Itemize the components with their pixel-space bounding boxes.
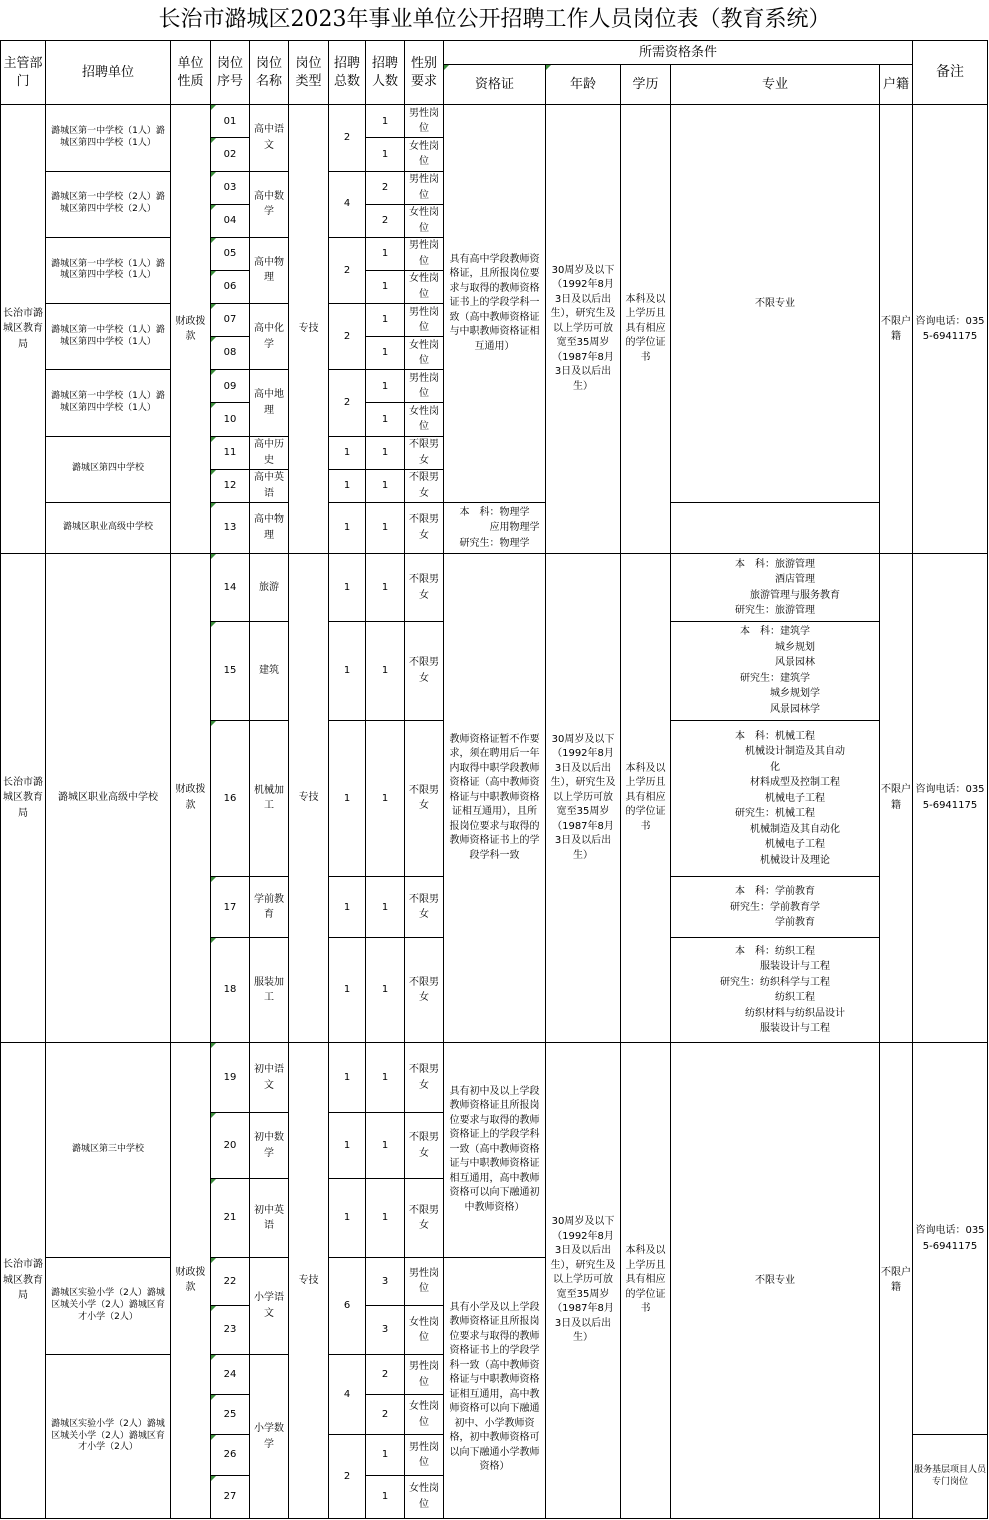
seq-cell: 15 [211, 622, 250, 720]
total-cell: 1 [329, 1113, 366, 1179]
count-cell: 1 [366, 720, 405, 877]
unit-cell: 潞城区第一中学校（1人）潞城区第四中学校（1人） [46, 105, 171, 171]
count-cell: 1 [366, 1179, 405, 1257]
major-cell: 本 科：纺织工程 服装设计与工程 研究生：纺织科学与工程 纺织工程 纺织材料与纺织品设计 服装设计与工程 [671, 938, 880, 1042]
count-cell: 1 [366, 469, 405, 502]
nature-cell: 财政拨款 [171, 553, 211, 1042]
count-cell: 1 [366, 270, 405, 303]
total-cell: 2 [329, 304, 366, 370]
edu-cell: 本科及以上学历且具有相应的学位证书 [621, 105, 671, 554]
gender-cell: 男性岗位 [405, 1257, 444, 1305]
gender-cell: 不限男女 [405, 469, 444, 502]
unit-cell: 潞城区第一中学校（1人）潞城区第四中学校（1人） [46, 237, 171, 303]
gender-cell: 女性岗位 [405, 403, 444, 436]
seq-cell: 01 [211, 105, 250, 138]
gender-cell: 不限男女 [405, 938, 444, 1042]
cert-cell: 具有高中学段教师资格证，且所报岗位要求与取得的教师资格证书上的学段学科一致（高中教师资格证与中职教师资格证相互通用） [444, 105, 546, 503]
hukou-cell: 不限户籍 [880, 105, 913, 554]
table-row [1, 1042, 988, 1112]
total-cell: 1 [329, 1042, 366, 1112]
seq-cell: 13 [211, 502, 250, 553]
gender-cell: 不限男女 [405, 877, 444, 938]
col-hukou-header: 户籍 [880, 65, 913, 105]
age-cell: 30周岁及以下（1992年8月3日及以后出生），研究生及以上学历可放宽至35周岁（1987年8月3日及以后出生） [546, 1042, 621, 1518]
total-cell: 2 [329, 1435, 366, 1519]
seq-cell: 08 [211, 337, 250, 370]
gender-cell: 不限男女 [405, 720, 444, 877]
major-cell: 本 科：学前教育 研究生：学前教育学 学前教育 [671, 877, 880, 938]
count-cell: 2 [366, 1395, 405, 1435]
major-cell: 本 科：旅游管理 酒店管理 旅游管理与服务教育 研究生：旅游管理 [671, 553, 880, 621]
post-name-cell: 高中物理 [250, 502, 289, 553]
total-cell: 6 [329, 1257, 366, 1354]
gender-cell: 女性岗位 [405, 270, 444, 303]
cert-cell: 具有小学及以上学段教师资格证且所报岗位要求与取得的教师资格证书上的学段学科一致（高中教师资格证与中职教师资格证相互通用，高中教师资格可以向下融通初中、小学教师资格，初中教师资格可以向下融通小学教师资格） [444, 1257, 546, 1518]
post-name-cell: 高中历史 [250, 436, 289, 469]
note-cell: 咨询电话：0355-6941175 [913, 553, 988, 1042]
seq-cell: 11 [211, 436, 250, 469]
col-count-header: 招聘人数 [366, 41, 405, 105]
count-cell: 1 [366, 1113, 405, 1179]
post-name-cell: 初中语文 [250, 1042, 289, 1112]
seq-cell: 17 [211, 877, 250, 938]
seq-cell: 12 [211, 469, 250, 502]
seq-cell: 20 [211, 1113, 250, 1179]
gender-cell: 女性岗位 [405, 337, 444, 370]
seq-cell: 18 [211, 938, 250, 1042]
post-name-cell: 高中化学 [250, 304, 289, 370]
count-cell: 1 [366, 138, 405, 171]
gender-cell: 不限男女 [405, 436, 444, 469]
gender-cell: 男性岗位 [405, 1355, 444, 1395]
col-qualifications-header: 所需资格条件 [444, 41, 913, 65]
type-cell: 专技 [289, 105, 329, 554]
post-name-cell: 高中英语 [250, 469, 289, 502]
count-cell: 1 [366, 553, 405, 621]
count-cell: 2 [366, 171, 405, 204]
gender-cell: 不限男女 [405, 1113, 444, 1179]
unit-cell: 潞城区第三中学校 [46, 1042, 171, 1257]
hukou-cell: 不限户籍 [880, 1042, 913, 1518]
major-cell: 本 科：建筑学 城乡规划 风景园林 研究生：建筑学 城乡规划学 风景园林学 [671, 622, 880, 720]
count-cell: 1 [366, 237, 405, 270]
gender-cell: 男性岗位 [405, 171, 444, 204]
note-cell: 服务基层项目人员专门岗位 [913, 1435, 988, 1519]
seq-cell: 04 [211, 204, 250, 237]
post-name-cell: 旅游 [250, 553, 289, 621]
count-cell: 1 [366, 622, 405, 720]
post-name-cell: 高中地理 [250, 370, 289, 436]
seq-cell: 22 [211, 1257, 250, 1305]
age-cell: 30周岁及以下（1992年8月3日及以后出生），研究生及以上学历可放宽至35周岁（1987年8月3日及以后出生） [546, 553, 621, 1042]
count-cell: 3 [366, 1305, 405, 1354]
seq-cell: 06 [211, 270, 250, 303]
cert-cell: 教师资格证暂不作要求，须在聘用后一年内取得中职学段教师资格证（高中教师资格证与中职教师资格证相互通用），且所报岗位要求与取得的教师资格证书上的学段学科一致 [444, 553, 546, 1042]
total-cell: 2 [329, 105, 366, 171]
cert-cell: 具有初中及以上学段教师资格证且所报岗位要求与取得的教师资格证上的学段学科一致（高中教师资格证与中职教师资格证相互通用，高中教师资格可以向下融通初中教师资格） [444, 1042, 546, 1257]
col-seq-header: 岗位序号 [211, 41, 250, 105]
total-cell: 1 [329, 469, 366, 502]
gender-cell: 不限男女 [405, 1042, 444, 1112]
nature-cell: 财政拨款 [171, 1042, 211, 1518]
col-dept-header: 主管部门 [1, 41, 46, 105]
total-cell: 4 [329, 1355, 366, 1435]
major-cell: 不限专业 [671, 105, 880, 503]
col-age-header: 年龄 [546, 65, 621, 105]
col-major-header: 专业 [671, 65, 880, 105]
count-cell: 1 [366, 370, 405, 403]
post-name-cell: 高中数学 [250, 171, 289, 237]
gender-cell: 男性岗位 [405, 105, 444, 138]
count-cell: 2 [366, 1355, 405, 1395]
total-cell: 1 [329, 938, 366, 1042]
seq-cell: 09 [211, 370, 250, 403]
gender-cell: 男性岗位 [405, 1435, 444, 1475]
edu-cell: 本科及以上学历且具有相应的学位证书 [621, 553, 671, 1042]
col-total-header: 招聘总数 [329, 41, 366, 105]
count-cell: 1 [366, 502, 405, 553]
seq-cell: 27 [211, 1475, 250, 1518]
post-name-cell: 学前教育 [250, 877, 289, 938]
seq-cell: 02 [211, 138, 250, 171]
unit-cell: 潞城区第一中学校（1人）潞城区第四中学校（1人） [46, 304, 171, 370]
count-cell: 1 [366, 304, 405, 337]
post-name-cell: 初中英语 [250, 1179, 289, 1257]
gender-cell: 女性岗位 [405, 1475, 444, 1518]
gender-cell: 女性岗位 [405, 1395, 444, 1435]
seq-cell: 16 [211, 720, 250, 877]
gender-cell: 女性岗位 [405, 1305, 444, 1354]
total-cell: 2 [329, 370, 366, 436]
nature-cell: 财政拨款 [171, 105, 211, 554]
col-unit-header: 招聘单位 [46, 41, 171, 105]
major-cell: 不限专业 [671, 1042, 880, 1518]
post-name-cell: 服装加工 [250, 938, 289, 1042]
col-name-header: 岗位名称 [250, 41, 289, 105]
post-name-cell: 机械加工 [250, 720, 289, 877]
note-cell: 咨询电话：0355-6941175 [913, 105, 988, 554]
col-cert-header: 资格证 [444, 65, 546, 105]
table-row [1, 502, 988, 553]
total-cell: 1 [329, 553, 366, 621]
unit-cell: 潞城区实验小学（2人）潞城区城关小学（2人）潞城区育才小学（2人） [46, 1257, 171, 1354]
col-note-header: 备注 [913, 41, 988, 105]
dept-cell: 长治市潞城区教育局 [1, 1042, 46, 1518]
type-cell: 专技 [289, 1042, 329, 1518]
post-name-cell: 小学语文 [250, 1257, 289, 1354]
total-cell: 1 [329, 622, 366, 720]
unit-cell: 潞城区第四中学校 [46, 436, 171, 502]
unit-cell: 潞城区实验小学（2人）潞城区城关小学（2人）潞城区育才小学（2人） [46, 1355, 171, 1519]
count-cell: 1 [366, 337, 405, 370]
count-cell: 1 [366, 1435, 405, 1475]
edu-cell: 本科及以上学历且具有相应的学位证书 [621, 1042, 671, 1518]
gender-cell: 不限男女 [405, 622, 444, 720]
type-cell: 专技 [289, 553, 329, 1042]
major-cell: 本 科：机械工程 机械设计制造及其自动 化 材料成型及控制工程 机械电子工程 研究生：机械工程 机械制造及其自动化 机械电子工程 机械设计及理论 [671, 720, 880, 877]
seq-cell: 23 [211, 1305, 250, 1354]
unit-cell: 潞城区职业高级中学校 [46, 502, 171, 553]
seq-cell: 26 [211, 1435, 250, 1475]
seq-cell: 25 [211, 1395, 250, 1435]
dept-cell: 长治市潞城区教育局 [1, 105, 46, 554]
count-cell: 1 [366, 105, 405, 138]
count-cell: 3 [366, 1257, 405, 1305]
total-cell: 4 [329, 171, 366, 237]
count-cell: 1 [366, 403, 405, 436]
note-cell: 咨询电话：0355-6941175 [913, 1042, 988, 1435]
col-type-header: 岗位类型 [289, 41, 329, 105]
post-name-cell: 初中数学 [250, 1113, 289, 1179]
seq-cell: 10 [211, 403, 250, 436]
table-row [1, 553, 988, 621]
total-cell: 1 [329, 436, 366, 469]
total-cell: 1 [329, 1179, 366, 1257]
gender-cell: 男性岗位 [405, 370, 444, 403]
gender-cell: 女性岗位 [405, 138, 444, 171]
count-cell: 1 [366, 1475, 405, 1518]
col-nature-header: 单位性质 [171, 41, 211, 105]
total-cell: 1 [329, 877, 366, 938]
unit-cell: 潞城区职业高级中学校 [46, 553, 171, 1042]
page-title: 长治市潞城区2023年事业单位公开招聘工作人员岗位表（教育系统） [158, 7, 831, 32]
gender-cell: 女性岗位 [405, 204, 444, 237]
gender-cell: 不限男女 [405, 1179, 444, 1257]
major-cell: 本 科：物理学 应用物理学 研究生：物理学 [444, 502, 546, 553]
positions-table [0, 40, 988, 1519]
seq-cell: 05 [211, 237, 250, 270]
gender-cell: 不限男女 [405, 553, 444, 621]
seq-cell: 19 [211, 1042, 250, 1112]
seq-cell: 07 [211, 304, 250, 337]
seq-cell: 21 [211, 1179, 250, 1257]
count-cell: 1 [366, 938, 405, 1042]
total-cell: 1 [329, 502, 366, 553]
unit-cell: 潞城区第一中学校（1人）潞城区第四中学校（1人） [46, 370, 171, 436]
count-cell: 1 [366, 877, 405, 938]
total-cell: 2 [329, 237, 366, 303]
age-cell: 30周岁及以下（1992年8月3日及以后出生），研究生及以上学历可放宽至35周岁（1987年8月3日及以后出生） [546, 105, 621, 554]
col-gender-header: 性别要求 [405, 41, 444, 105]
count-cell: 1 [366, 1042, 405, 1112]
post-name-cell: 高中物理 [250, 237, 289, 303]
count-cell: 1 [366, 436, 405, 469]
gender-cell: 不限男女 [405, 502, 444, 553]
gender-cell: 男性岗位 [405, 304, 444, 337]
dept-cell: 长治市潞城区教育局 [1, 553, 46, 1042]
gender-cell: 男性岗位 [405, 237, 444, 270]
col-edu-header: 学历 [621, 65, 671, 105]
total-cell: 1 [329, 720, 366, 877]
table-row [1, 105, 988, 138]
header-row [1, 41, 988, 65]
post-name-cell: 小学数学 [250, 1355, 289, 1519]
unit-cell: 潞城区第一中学校（2人）潞城区第四中学校（2人） [46, 171, 171, 237]
seq-cell: 24 [211, 1355, 250, 1395]
hukou-cell: 不限户籍 [880, 553, 913, 1042]
post-name-cell: 建筑 [250, 622, 289, 720]
seq-cell: 14 [211, 553, 250, 621]
count-cell: 2 [366, 204, 405, 237]
post-name-cell: 高中语文 [250, 105, 289, 171]
seq-cell: 03 [211, 171, 250, 204]
